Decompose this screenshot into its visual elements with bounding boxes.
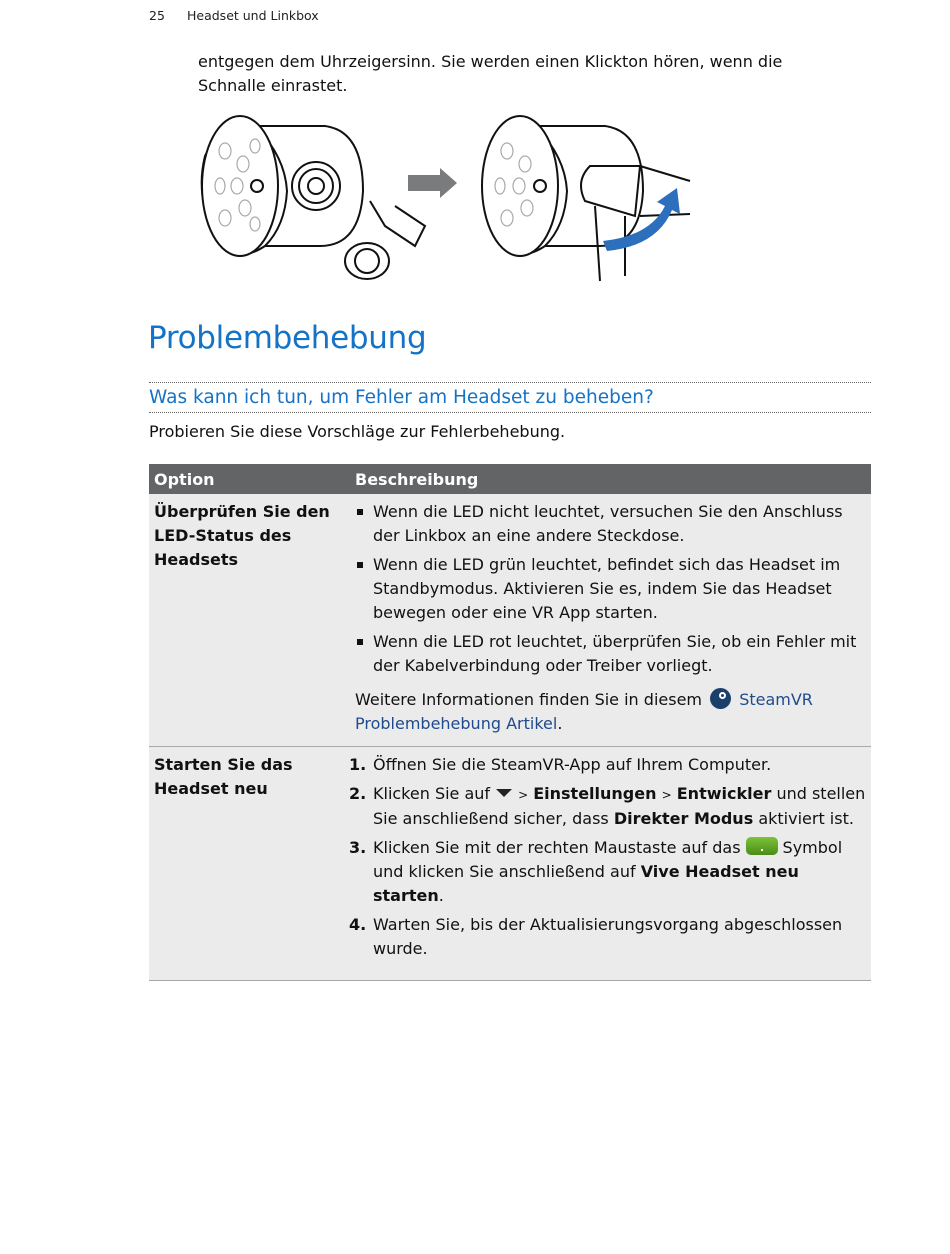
question-heading: Was kann ich tun, um Fehler am Headset zu beheben?: [149, 387, 654, 408]
step-text: Öffnen Sie die SteamVR-App auf Ihrem Computer.: [373, 755, 772, 774]
steamvr-article-link[interactable]: SteamVR Problembehebung Artikel: [355, 690, 813, 733]
table-header-row: [149, 464, 871, 494]
description-cell: [350, 494, 871, 747]
table-row: [149, 747, 871, 981]
path-separator: >: [518, 788, 529, 802]
menu-settings: Einstellungen: [533, 784, 657, 803]
step-number: 1.: [349, 755, 367, 774]
step-number: 4.: [349, 915, 367, 934]
step-text: Warten Sie, bis der Aktualisierungsvorgang abgeschlossen wurde.: [373, 915, 843, 958]
step-number: 2.: [349, 784, 367, 803]
step-number: 3.: [349, 838, 367, 857]
question-box: [149, 382, 871, 413]
steam-icon: [710, 688, 731, 709]
bullet-list: [355, 500, 871, 678]
description-cell: [350, 747, 871, 981]
headset-strap-illustration: [195, 106, 695, 286]
intro-text: entgegen dem Uhrzeigersinn. Sie werden einen Klickton hören, wenn die Schnalle einrastet.: [198, 52, 783, 95]
list-item: [349, 782, 871, 831]
step-text: .: [438, 886, 444, 905]
troubleshooting-table: [149, 464, 871, 981]
page-number: 25: [149, 8, 165, 23]
path-separator: >: [661, 788, 672, 802]
more-info: [355, 688, 871, 736]
list-item: Wenn die LED rot leuchtet, überprüfen Sie, ob ein Fehler mit der Kabelverbindung oder Treiber vorliegt.: [355, 630, 871, 678]
section-title: Problembehebung: [148, 320, 427, 356]
header-option: Option: [149, 464, 350, 494]
page-header: [149, 8, 319, 23]
step-text: Klicken Sie auf: [373, 784, 491, 803]
header-description: Beschreibung: [350, 464, 871, 494]
list-item: [349, 913, 871, 961]
dropdown-triangle-icon: [496, 789, 512, 797]
step-text: Klicken Sie mit der rechten Maustaste auf das: [373, 838, 741, 857]
steps-list: [349, 753, 871, 961]
list-item: [349, 836, 871, 908]
step-text: und stellen Sie anschließend sicher, dass: [373, 784, 866, 828]
option-cell: Überprüfen Sie den LED-Status des Headsets: [149, 494, 350, 747]
lead-text: Probieren Sie diese Vorschläge zur Fehlerbehebung.: [149, 422, 566, 441]
chapter-title: Headset und Linkbox: [187, 8, 319, 23]
list-item: [349, 753, 871, 777]
restart-headset-label: Vive Headset neu starten: [373, 862, 799, 905]
vive-headset-icon: [746, 837, 778, 855]
table-row: [149, 494, 871, 747]
more-info-text: Weitere Informationen finden Sie in diesem: [355, 690, 702, 709]
option-cell: Starten Sie das Headset neu: [149, 747, 350, 981]
list-item: Wenn die LED grün leuchtet, befindet sich das Headset im Standbymodus. Aktivieren Sie es, indem Sie das Headset bewegen oder eine VR App starten.: [355, 553, 871, 625]
direct-mode-label: Direkter Modus: [613, 809, 754, 828]
step-text: Symbol und klicken Sie anschließend auf: [373, 838, 843, 881]
list-item: Wenn die LED nicht leuchtet, versuchen Sie den Anschluss der Linkbox an eine andere Steckdose.: [355, 500, 871, 548]
menu-developer: Entwickler: [676, 784, 772, 803]
step-text: aktiviert ist.: [758, 809, 854, 828]
more-info-suffix: .: [557, 714, 563, 733]
